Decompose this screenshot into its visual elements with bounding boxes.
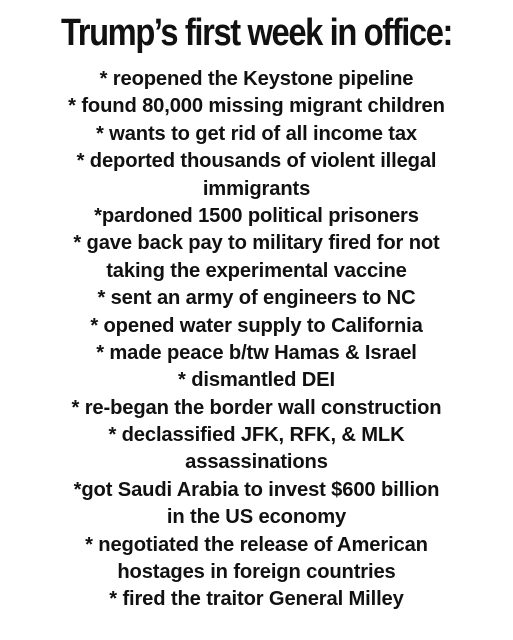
list-line: * reopened the Keystone pipeline <box>99 67 414 90</box>
list-line: in the US economy <box>166 505 347 529</box>
list-line: * found 80,000 missing migrant children <box>68 94 445 118</box>
list-line: * gave back pay to military fired for not <box>73 231 440 255</box>
list-line: * re-began the border wall construction <box>71 395 442 419</box>
accomplishments-list <box>0 65 513 613</box>
list-line: * sent an army of engineers to NC <box>97 286 416 310</box>
page-title: Trump’s first week in office: <box>60 12 453 54</box>
list-line: assassinations <box>185 450 328 474</box>
list-line: * deported thousands of violent illegal <box>76 149 437 173</box>
list-line: *got Saudi Arabia to invest $600 billion <box>73 477 440 501</box>
list-line: taking the experimental vaccine <box>106 258 407 282</box>
list-line: * negotiated the release of American <box>85 532 428 556</box>
list-line: * wants to get rid of all income tax <box>95 121 417 145</box>
list-line: * dismantled DEI <box>178 368 335 392</box>
list-line: * fired the traitor General Milley <box>109 587 404 611</box>
list-line: * declassified JFK, RFK, & MLK <box>108 423 405 447</box>
list-line: hostages in foreign countries <box>117 560 396 584</box>
list-line: *pardoned 1500 political prisoners <box>94 203 419 227</box>
list-line: * made peace b/tw Hamas & Israel <box>96 340 417 364</box>
list-line: * opened water supply to California <box>90 313 423 337</box>
list-line: immigrants <box>202 176 311 200</box>
